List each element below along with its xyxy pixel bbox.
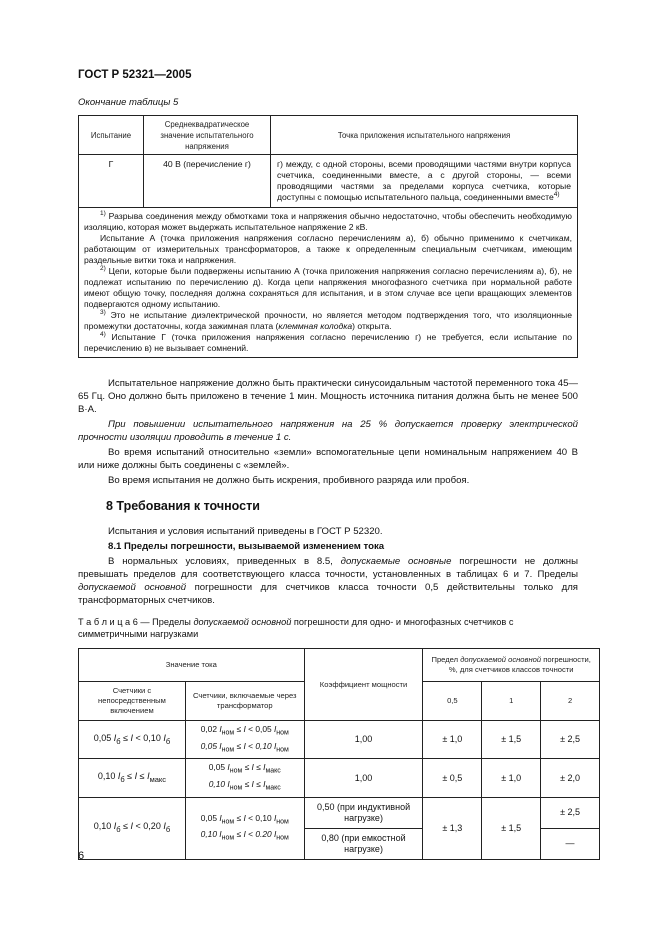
- table5-header-row: [79, 116, 578, 155]
- note-3-marker: 3): [100, 309, 106, 317]
- paragraph-ground: Во время испытаний относительно «земли» вспомогательные цепи номинальным напряжением 40 В или ниже должны быть соединены с «землей».: [78, 447, 578, 471]
- para-a: В нормальных условиях, приведенных в 8.5,: [108, 556, 341, 567]
- body-text-1: [78, 377, 578, 489]
- point-footnote-ref: 4): [553, 191, 560, 199]
- table5-continuation-label: Окончание таблицы 5: [78, 97, 179, 108]
- table6-caption-italic: допускаемой основной: [193, 617, 292, 627]
- paragraph-increase: [78, 418, 578, 444]
- row2-v05: ± 0,5: [423, 759, 482, 797]
- note-2: [84, 266, 572, 310]
- row3-pf-b: 0,80 (при емкостной нагрузке): [304, 828, 423, 859]
- section8-body: [78, 525, 578, 609]
- h-direct: Счетчики с непосредственным включением: [79, 682, 186, 721]
- row3-trans: 0,05 $I_{ном} \le I < 0,10$ $I_{ном}$ 0,10 $I_{ном} \le I < 0.20$ $I_{ном}$: [185, 797, 304, 859]
- cell-test: Г: [79, 155, 144, 208]
- row2-direct: 0,10 $I_б \le I \le I_{макс}$: [79, 759, 186, 797]
- note-1: [84, 211, 572, 233]
- note-3-text-b: ) открыта.: [352, 321, 392, 331]
- table6-header-row-1: [79, 649, 600, 682]
- row1-trans: 0,02 $I_{ном} \le I < 0,05$ $I_{ном}$ 0,05 $I_{ном} \le I < 0,10$ $I_{ном}$: [185, 721, 304, 759]
- paragraph-voltage: Испытательное напряжение должно быть практически синусоидальным частотой переменного тока 45—65 Гц. Оно должно быть приложено в течение 1 мин. Мощность источника питания должна быть не менее 500 В·А.: [78, 378, 578, 415]
- cell-point: [271, 155, 578, 208]
- h-power-factor: Коэффициент мощности: [304, 649, 423, 721]
- cell-voltage: 40 В (перечисление г): [144, 155, 271, 208]
- table6-caption: [78, 616, 578, 640]
- table6-caption-b: погрешности для одно- и многофазных счетчиков с симметричными нагрузками: [78, 617, 514, 639]
- section-title: 8 Требования к точности: [106, 499, 260, 513]
- row2-v1: ± 1,0: [482, 759, 541, 797]
- document-header: ГОСТ Р 52321—2005: [78, 69, 192, 81]
- note-4: [84, 332, 572, 354]
- h-trans: Счетчики, включаемые через трансформатор: [185, 682, 304, 721]
- para-c: погрешности для счетчиков класса точности 0,5 действительны только для трансформаторных счетчиков.: [78, 582, 578, 606]
- para-italic-1: допускаемые основные: [340, 556, 452, 567]
- h-current: Значение тока: [79, 649, 305, 682]
- note-3-text-a: Это не испытание диэлектрической прочности, но является методом подтверждения того, что изоляционные промежутки достаточны, когда зажимная плата (: [84, 310, 573, 331]
- h-limit-b: погрешности, %, для счетчиков классов точности: [448, 655, 591, 674]
- row1-v05: ± 1,0: [423, 721, 482, 759]
- row1-direct: 0,05 $I_б \le I < 0,10$ $I_б$: [79, 721, 186, 759]
- table6-caption-a: — Пределы: [137, 617, 194, 627]
- note-2-marker: 2): [100, 265, 106, 273]
- table-row: [79, 759, 600, 797]
- subsection-title: 8.1 Пределы погрешности, вызываемой изменением тока: [108, 541, 385, 552]
- row1-pf: 1,00: [304, 721, 423, 759]
- paragraph-increase-text: При повышении испытательного напряжения на 25 % допускается проверку электрической прочности изоляции проводить в течение 1 с.: [78, 419, 578, 443]
- note-3: [84, 310, 572, 332]
- h-class-1: 1: [482, 682, 541, 721]
- note-1b: Испытание А (точка приложения напряжения согласно перечислениям а), б) обычно применимо к счетчикам, работающим от измерительных трансформаторов, а также к определенным специальным счетчикам, имеющим раздельные витки тока и напряжения.: [84, 233, 572, 265]
- para-b: погрешности не должны превышать пределов для соответствующего класса точности, установленных в таблицах 6 и 7. Пределы: [78, 556, 578, 580]
- para-italic-2: допускаемой основной: [78, 582, 187, 593]
- h-class-05: 0,5: [423, 682, 482, 721]
- subsection-paragraph: [78, 555, 578, 607]
- h-limit-italic: допускаемой основной: [460, 655, 542, 664]
- note-1-marker: 1): [100, 210, 106, 218]
- table-5: [78, 115, 578, 358]
- table5-notes: [79, 208, 578, 358]
- row3-pf-a: 0,50 (при индуктивной нагрузке): [304, 797, 423, 828]
- page-number: 6: [78, 850, 85, 862]
- h-limit: [423, 649, 600, 682]
- row2-pf: 1,00: [304, 759, 423, 797]
- table5-row: [79, 155, 578, 208]
- col-point: Точка приложения испытательного напряжения: [271, 116, 578, 155]
- col-test: Испытание: [79, 116, 144, 155]
- row3-direct: 0,10 $I_б \le I < 0,20$ $I_б$: [79, 797, 186, 859]
- row2-v2: ± 2,0: [541, 759, 600, 797]
- row1-v2: ± 2,5: [541, 721, 600, 759]
- row3-v2: ± 2,5: [541, 797, 600, 828]
- row3-v05: ± 1,3: [423, 797, 482, 859]
- table-6: [78, 648, 600, 860]
- row1-v1: ± 1,5: [482, 721, 541, 759]
- section8-intro: Испытания и условия испытаний приведены в ГОСТ Р 52320.: [108, 526, 383, 537]
- row2-trans: 0,05 $I_{ном} \le I \le I_{макс}$ 0,10 $I_{ном} \le I \le I_{макс}$: [185, 759, 304, 797]
- row3-v1: ± 1,5: [482, 797, 541, 859]
- note-2-text: Цепи, которые были подвержены испытанию А (точка приложения напряжения согласно перечислениям а), б), не подлежат испытанию по перечислению д). Когда цепи напряжения многофазного счетчика при нормальной работе имеют общую точку, последняя должна сохраняться для испытания, и в этом случае все цепи вращающих элементов подвергаются одному испытанию.: [84, 266, 572, 309]
- row3-v2b: —: [541, 828, 600, 859]
- table5-notes-row: [79, 208, 578, 358]
- paragraph-spark: Во время испытания не должно быть искрения, пробивного разряда или пробоя.: [108, 475, 470, 486]
- note-3-italic: клеммная колодка: [278, 321, 353, 331]
- table6-caption-label: Т а б л и ц а 6: [78, 617, 138, 627]
- note-1-text: Разрыва соединения между обмотками тока и напряжения обычно недостаточно, чтобы обеспечить необходимую изоляцию, которая может выдержать испытательное напряжение 2 кВ.: [84, 211, 572, 232]
- col-voltage: Среднеквадратическое значение испытательного напряжения: [144, 116, 271, 155]
- table-row: [79, 797, 600, 828]
- h-limit-a: Предел: [431, 655, 461, 664]
- note-4-marker: 4): [100, 331, 106, 339]
- h-class-2: 2: [541, 682, 600, 721]
- note-4-text: Испытание Г (точка приложения напряжения согласно перечислению г) не требуется, если испытание по перечислению в) не вызывает сомнений.: [84, 332, 572, 353]
- point-text: г) между, с одной стороны, всеми проводящими частями внутри корпуса счетчика, соединенными вместе, а с другой стороны, — всеми проводящими частями за пределами корпуса счетчика, которые доступны с помощью испытательного пальца, соединенными вместе: [277, 159, 571, 202]
- table-row: [79, 721, 600, 759]
